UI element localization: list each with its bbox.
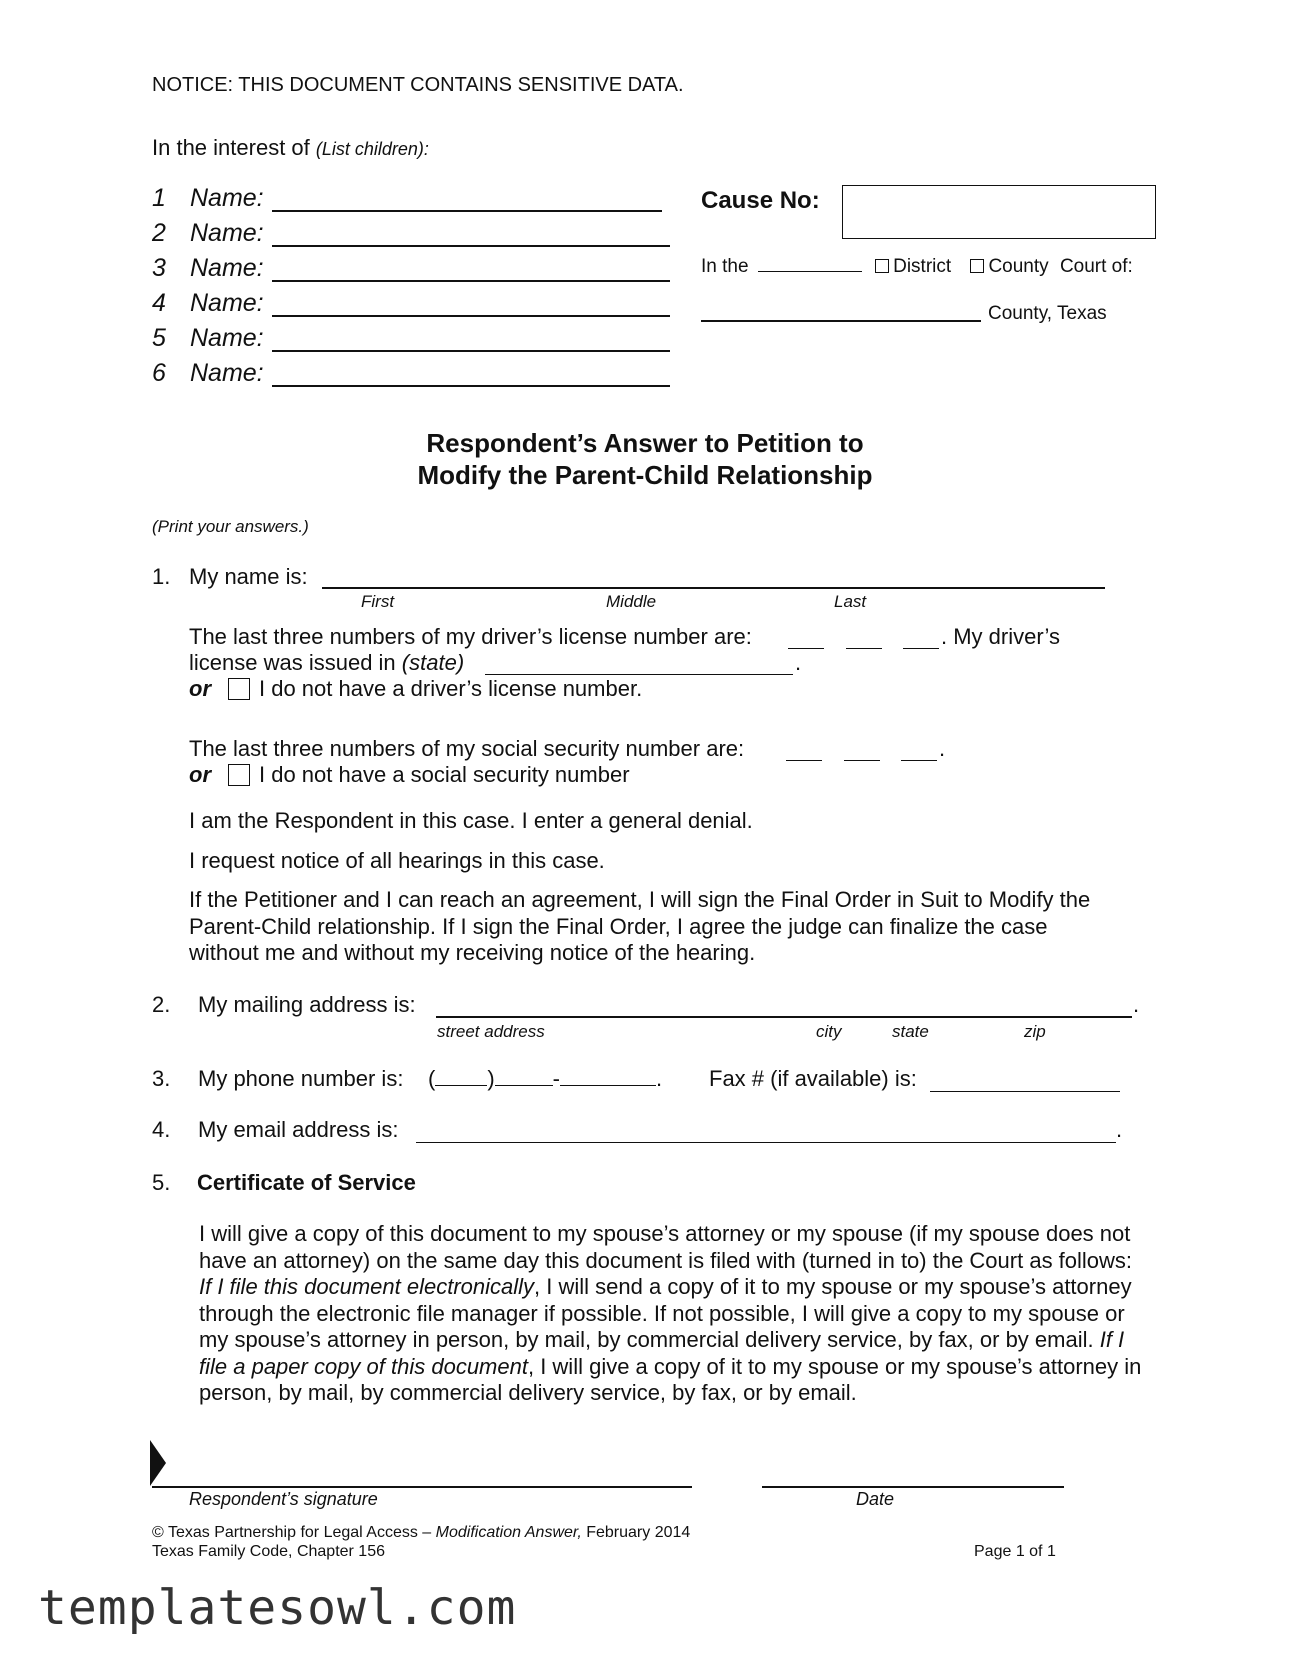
child-name-label: Name: [190,184,264,212]
date-field[interactable] [762,1486,1064,1488]
phone-label: My phone number is: [198,1066,404,1091]
state-caption: state [892,1022,929,1041]
name-label: My name is: [189,564,308,589]
watermark: templatesowl.com [38,1580,517,1636]
child-name-field[interactable] [272,245,670,247]
form-title-line1: Respondent’s Answer to Petition to [426,428,864,458]
first-name-caption: First [361,592,395,611]
child-name-field[interactable] [272,280,670,282]
certificate-text: I will give a copy of this document to my spouse’s attorney or my spouse (if my spouse does not have an attorney) on the same day this document is filed with (turned in to) the Court as follows: [199,1221,1133,1273]
district-label: District [893,256,952,277]
no-drivers-license-checkbox[interactable] [228,678,250,700]
footer-code: Texas Family Code, Chapter 156 [152,1543,385,1560]
middle-name-caption: Middle [606,592,657,611]
mailing-address-field[interactable] [436,1016,1132,1018]
signature-field[interactable] [152,1486,692,1488]
email-label: My email address is: [198,1117,399,1142]
footer-form-name: Modification Answer, [435,1524,582,1541]
in-the-label: In the [701,256,749,277]
footer-copyright-text: © Texas Partnership for Legal Access – [152,1524,436,1541]
period: . [1116,1117,1123,1142]
or-label: or [189,762,211,787]
item2-number: 2. [152,992,171,1017]
page-number: Page 1 of 1 [974,1543,1056,1560]
child-name-field[interactable] [272,315,670,317]
child-name-label: Name: [190,254,264,282]
child-number: 2 [152,219,166,247]
date-caption: Date [856,1489,895,1509]
notice-request-text: I request notice of all hearings in this case. [189,848,605,873]
dl-digit-field[interactable] [788,648,824,649]
dl-state-field[interactable] [485,674,793,675]
court-of-label: Court of: [1059,256,1133,277]
dl-state-line [189,650,464,676]
agreement-paragraph: If the Petitioner and I can reach an agreement, I will sign the Final Order in Suit to Modify the Parent-Child relationship. If I sign the Final Order, I agree the judge can finalize the case without me and without my receiving notice of the hearing. [189,887,1091,965]
fax-label: Fax # (if available) is: [709,1066,917,1091]
interest-lead: In the interest of [152,135,310,160]
ssn-digit-field[interactable] [844,760,880,761]
child-name-label: Name: [190,219,264,247]
ssn-digit-field[interactable] [786,760,822,761]
ssn-digit-field[interactable] [901,760,937,761]
dl-state-label: license was issued in [189,650,396,675]
county-label: County [988,256,1049,277]
fax-field[interactable] [930,1091,1120,1092]
street-address-caption: street address [437,1022,545,1041]
mailing-address-label: My mailing address is: [198,992,416,1017]
sign-here-arrow-icon [150,1440,168,1486]
drivers-license-tail: . My driver’s [941,624,1060,649]
no-drivers-license-label: I do not have a driver’s license number. [259,676,643,701]
cause-number-field[interactable] [842,185,1156,239]
sensitive-data-notice: NOTICE: THIS DOCUMENT CONTAINS SENSITIVE DATA. [152,74,684,96]
district-checkbox[interactable] [875,259,889,273]
footer-date: February 2014 [581,1524,691,1541]
period: . [1133,992,1140,1017]
certificate-text-italic: If I file this document electronically [199,1274,535,1299]
period: . [939,736,946,761]
print-note: (Print your answers.) [152,517,309,536]
dl-digit-field[interactable] [846,648,882,649]
child-name-field[interactable] [272,350,670,352]
child-name-label: Name: [190,359,264,387]
child-number: 5 [152,324,166,352]
county-name-field[interactable] [701,320,981,322]
county-texas-label: County, Texas [988,303,1107,324]
court-type-line [701,256,1133,278]
form-title-line2: Modify the Parent-Child Relationship [417,460,873,490]
footer-copyright [152,1524,690,1542]
no-ssn-label: I do not have a social security number [259,762,630,787]
respondent-name-field[interactable] [322,587,1105,589]
child-name-label: Name: [190,324,264,352]
item4-number: 4. [152,1117,171,1142]
child-number: 4 [152,289,166,317]
certificate-paragraph [199,1221,1144,1407]
child-number: 1 [152,184,166,212]
phone-field[interactable]: ( ) - . [428,1066,663,1091]
interest-hint: (List children): [315,139,429,159]
child-number: 3 [152,254,166,282]
court-number-field[interactable] [758,271,862,272]
ssn-text: The last three numbers of my social security number are: [189,736,745,761]
dl-state-hint: (state) [401,650,465,675]
child-name-field[interactable] [272,210,662,212]
or-label: or [189,676,211,701]
city-caption: city [816,1022,842,1041]
no-ssn-checkbox[interactable] [228,764,250,786]
cause-number-label: Cause No: [701,187,820,214]
certificate-text-italic: If I file a paper copy of this document [199,1327,1125,1379]
item5-number: 5. [152,1170,171,1195]
certificate-text: , I will give a copy of it to my spouse or my spouse’s attorney in person, by mail, by commercial delivery service, by fax, or by email. [199,1353,1142,1405]
county-checkbox[interactable] [970,259,984,273]
general-denial-text: I am the Respondent in this case. I enter a general denial. [189,808,753,833]
item1-number: 1. [152,564,171,589]
dl-digit-field[interactable] [903,648,939,649]
signature-caption: Respondent’s signature [189,1489,378,1509]
certificate-of-service-heading: Certificate of Service [197,1170,416,1195]
child-name-label: Name: [190,289,264,317]
drivers-license-text: The last three numbers of my driver’s license number are: [189,624,752,649]
zip-caption: zip [1024,1022,1046,1041]
last-name-caption: Last [834,592,867,611]
child-name-field[interactable] [272,385,670,387]
certificate-text: , I will send a copy of it to my spouse or my spouse’s attorney through the electronic file manager if possible. If not possible, I will give a copy to my spouse or my spouse’s attorney in person, by mail, by commercial delivery service, by fax, or by email. [199,1274,1132,1352]
item3-number: 3. [152,1066,171,1091]
period: . [795,650,802,675]
email-field[interactable] [416,1142,1116,1143]
child-number: 6 [152,359,166,387]
interest-of-line [152,135,429,161]
